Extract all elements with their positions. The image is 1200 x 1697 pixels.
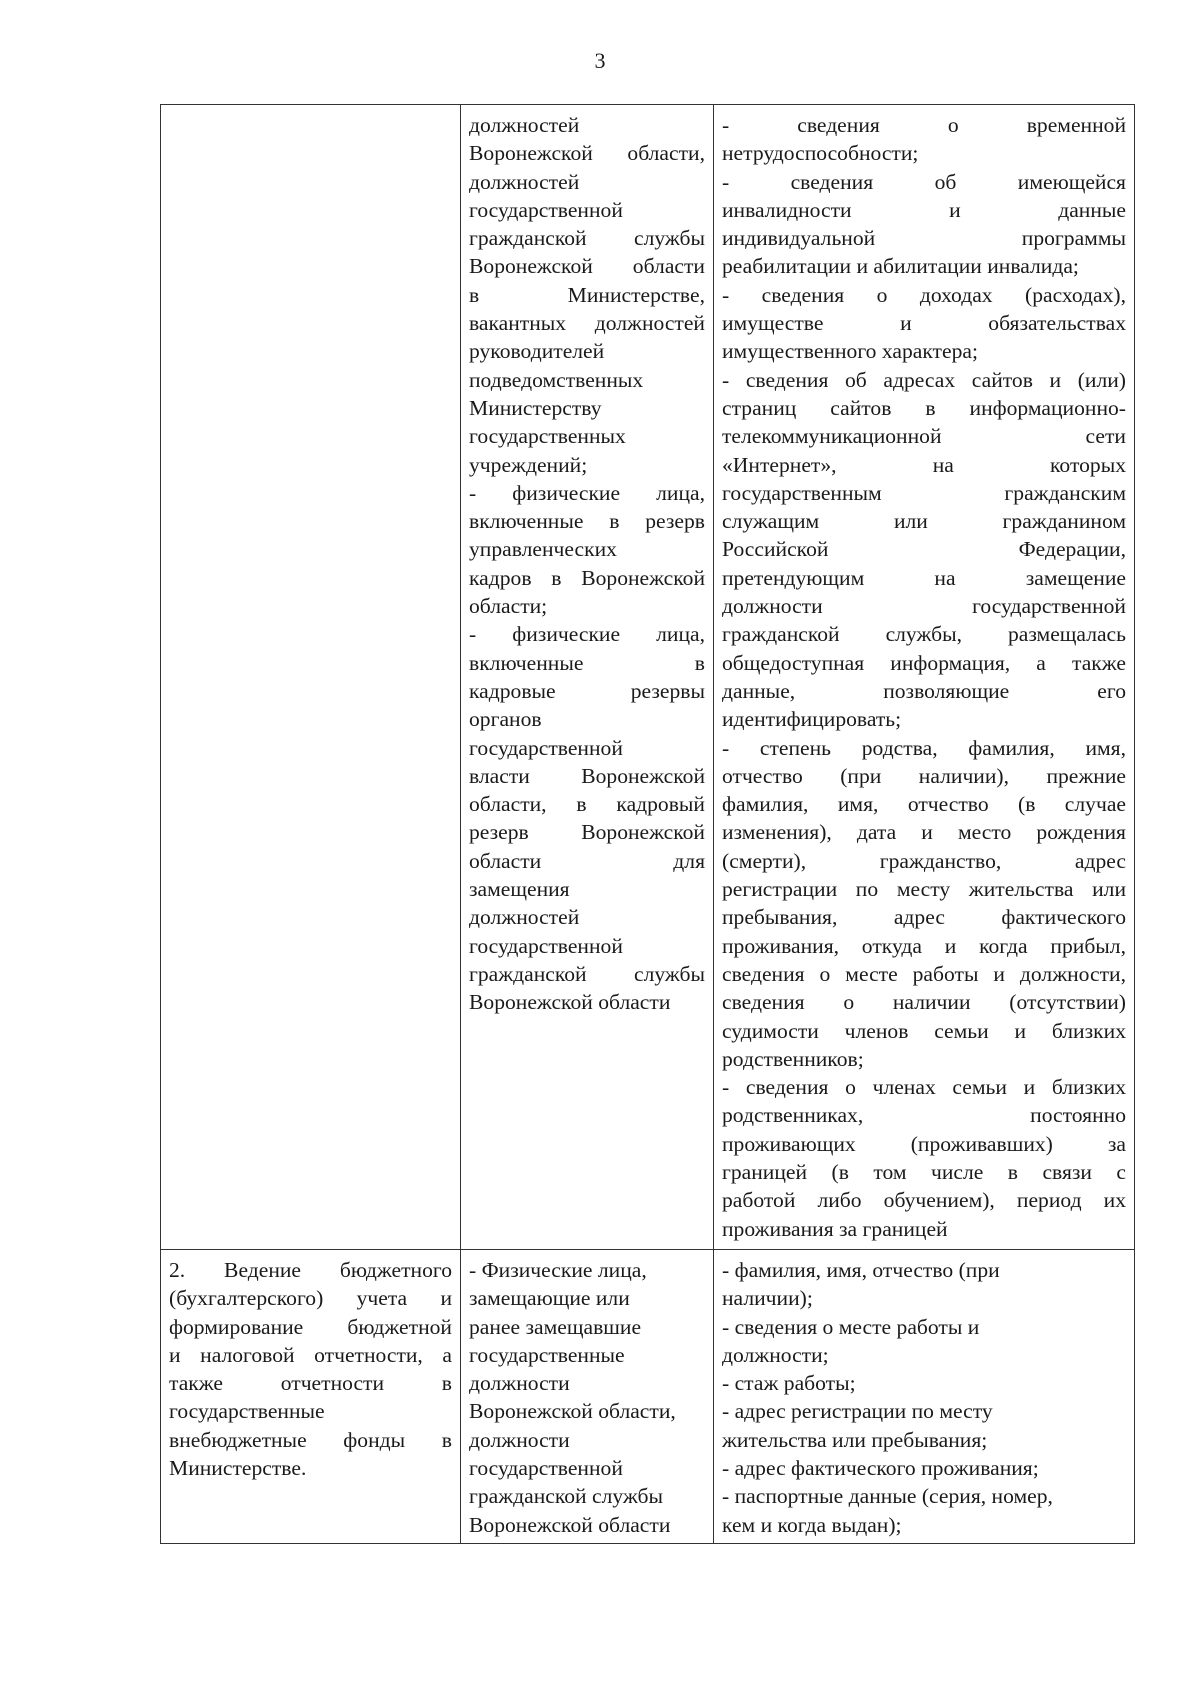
text-line: общедоступная информация, а также xyxy=(722,650,1126,675)
text-line: резерв Воронежской xyxy=(469,820,705,845)
table-cell-subjects xyxy=(461,105,714,1250)
text-line: кем и когда выдан); xyxy=(722,1512,902,1537)
text-line: - сведения о доходах (расходах), xyxy=(722,282,1126,307)
text-line: учреждений; xyxy=(469,452,588,477)
text-line: должности xyxy=(469,1427,570,1452)
text-line: - сведения об имеющейся xyxy=(722,169,1126,194)
text-line: имуществе и обязательствах xyxy=(722,311,1126,336)
text-line: претендующим на замещение xyxy=(722,565,1126,590)
text-line: государственных xyxy=(469,424,626,449)
text-line: жительства или пребывания; xyxy=(722,1427,988,1452)
text-line: отчество (при наличии), прежние xyxy=(722,763,1126,788)
text-line: должностей xyxy=(469,905,580,930)
table-cell-data-categories xyxy=(714,105,1135,1250)
text-line: государственной xyxy=(469,933,623,958)
text-line: Воронежской области xyxy=(469,1512,671,1537)
text-line: реабилитации и абилитации инвалида; xyxy=(722,254,1079,279)
text-line: проживания, откуда и когда прибыл, xyxy=(722,933,1126,958)
text-line: гражданской службы xyxy=(469,961,705,986)
text-line: замещающие или xyxy=(469,1286,630,1311)
text-line: наличии); xyxy=(722,1286,813,1311)
text-line: (бухгалтерского) учета и xyxy=(169,1286,452,1311)
table-cell-purpose xyxy=(161,105,461,1250)
text-line: - сведения о месте работы и xyxy=(722,1314,980,1339)
text-line: сведения о месте работы и должности, xyxy=(722,961,1126,986)
text-line: государственным гражданским xyxy=(722,480,1126,505)
text-line: также отчетности в xyxy=(169,1371,452,1396)
text-line: Министерству xyxy=(469,395,602,420)
text-line: «Интернет», на которых xyxy=(722,452,1126,477)
text-line: ранее замещавшие xyxy=(469,1314,642,1339)
text-line: родственников; xyxy=(722,1046,864,1071)
table-row xyxy=(161,1250,1135,1544)
text-line: гражданской службы, размещалась xyxy=(722,622,1126,647)
text-line: - адрес фактического проживания; xyxy=(722,1456,1039,1481)
text-line: - сведения о временной xyxy=(722,113,1126,137)
text-line: кадров в Воронежской xyxy=(469,565,705,590)
text-line: включенные в xyxy=(469,650,705,675)
text-line: Воронежской области, xyxy=(469,141,705,166)
text-line: - стаж работы; xyxy=(722,1371,856,1396)
text-line: государственные xyxy=(469,1342,625,1367)
text-line: должностей xyxy=(469,113,580,137)
text-line: 2. Ведение бюджетного xyxy=(169,1258,452,1282)
text-line: Воронежской области xyxy=(469,254,705,279)
text-line: - сведения об адресах сайтов и (или) xyxy=(722,367,1126,392)
text-line: - физические лица, xyxy=(469,622,705,647)
text-line: родственниках, постоянно xyxy=(722,1103,1126,1128)
text-line: замещения xyxy=(469,877,570,902)
text-line: страниц сайтов в информационно- xyxy=(722,395,1126,420)
text-line: Воронежской области xyxy=(469,990,671,1015)
text-line: проживающих (проживавших) за xyxy=(722,1131,1126,1156)
text-line: - паспортные данные (серия, номер, xyxy=(722,1484,1053,1509)
text-line: данные, позволяющие его xyxy=(722,678,1126,703)
data-table xyxy=(160,104,1135,1544)
text-line: власти Воронежской xyxy=(469,763,705,788)
text-line: регистрации по месту жительства или xyxy=(722,877,1126,902)
text-line: - фамилия, имя, отчество (при xyxy=(722,1258,1000,1282)
text-line: Министерстве. xyxy=(169,1456,307,1481)
text-line: внебюджетные фонды в xyxy=(169,1427,452,1452)
text-line: подведомственных xyxy=(469,367,644,392)
text-line: фамилия, имя, отчество (в случае xyxy=(722,792,1126,817)
text-line: формирование бюджетной xyxy=(169,1314,452,1339)
text-line: Воронежской области, xyxy=(469,1399,676,1424)
text-line: области; xyxy=(469,594,548,619)
text-line: - сведения о членах семьи и близких xyxy=(722,1075,1126,1100)
text-line: нетрудоспособности; xyxy=(722,141,919,166)
text-line: должностей xyxy=(469,169,580,194)
text-line: должности государственной xyxy=(722,594,1126,619)
text-line: области, в кадровый xyxy=(469,792,705,817)
text-line: в Министерстве, xyxy=(469,282,705,307)
text-line: государственной xyxy=(469,197,623,222)
text-line: телекоммуникационной сети xyxy=(722,424,1126,449)
text-line: - Физические лица, xyxy=(469,1258,647,1282)
text-line: служащим или гражданином xyxy=(722,509,1126,534)
text-line: кадровые резервы xyxy=(469,678,705,703)
text-line: границей (в том числе в связи с xyxy=(722,1159,1126,1184)
text-line: должности; xyxy=(722,1342,829,1367)
text-line: индивидуальной программы xyxy=(722,226,1126,251)
text-line: гражданской службы xyxy=(469,1484,664,1509)
text-line: руководителей xyxy=(469,339,605,364)
text-line: вакантных должностей xyxy=(469,311,705,336)
text-line: должности xyxy=(469,1371,570,1396)
table-cell-data-categories xyxy=(714,1250,1135,1544)
text-line: - адрес регистрации по месту xyxy=(722,1399,993,1424)
text-line: (смерти), гражданство, адрес xyxy=(722,848,1126,873)
text-line: области для xyxy=(469,848,705,873)
text-line: имущественного характера; xyxy=(722,339,978,364)
text-line: включенные в резерв xyxy=(469,509,705,534)
text-line: гражданской службы xyxy=(469,226,705,251)
table-cell-subjects xyxy=(461,1250,714,1544)
text-line: - степень родства, фамилия, имя, xyxy=(722,735,1126,760)
text-line: и налоговой отчетности, а xyxy=(169,1342,452,1367)
text-line: - физические лица, xyxy=(469,480,705,505)
text-line: судимости членов семьи и близких xyxy=(722,1018,1126,1043)
table-cell-purpose xyxy=(161,1250,461,1544)
page-number: 3 xyxy=(594,48,606,73)
text-line: управленческих xyxy=(469,537,617,562)
text-line: проживания за границей xyxy=(722,1216,948,1241)
text-line: инвалидности и данные xyxy=(722,197,1126,222)
text-line: государственной xyxy=(469,735,623,760)
text-line: пребывания, адрес фактического xyxy=(722,905,1126,930)
text-line: сведения о наличии (отсутствии) xyxy=(722,990,1126,1015)
text-line: государственные xyxy=(169,1399,325,1424)
text-line: изменения), дата и место рождения xyxy=(722,820,1126,845)
text-line: органов xyxy=(469,707,542,732)
text-line: работой либо обучением), период их xyxy=(722,1188,1126,1213)
text-line: государственной xyxy=(469,1456,623,1481)
text-line: Российской Федерации, xyxy=(722,537,1126,562)
table-row xyxy=(161,105,1135,1250)
text-line: идентифицировать; xyxy=(722,707,902,732)
